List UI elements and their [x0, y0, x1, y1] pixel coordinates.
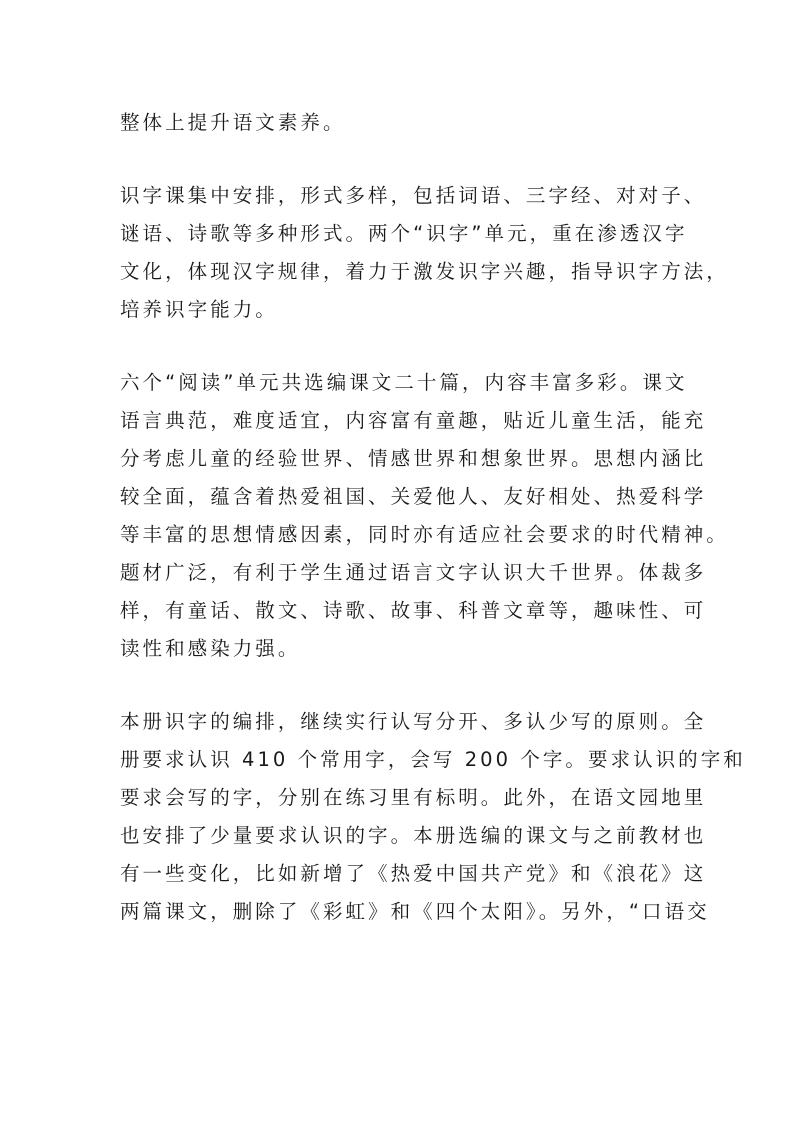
paragraph-3-line-5: 等丰富的思想情感因素，同时亦有适应社会要求的时代精神。 [120, 523, 729, 546]
paragraph-4-line-3: 要求会写的字，分别在练习里有标明。此外，在语文园地里 [120, 786, 707, 809]
paragraph-3-line-1: 六个“阅读”单元共选编课文二十篇，内容丰富多彩。课文 [120, 371, 688, 394]
paragraph-2-line-2: 谜语、诗歌等多种形式。两个“识字”单元，重在渗透汉字 [120, 222, 688, 245]
paragraph-2-line-4: 培养识字能力。 [120, 298, 278, 321]
paragraph-3-line-8: 读性和感染力强。 [120, 637, 301, 660]
paragraph-4-line-4: 也安排了少量要求认识的字。本册选编的课文与之前教材也 [120, 824, 707, 847]
paragraph-2-line-1: 识字课集中安排，形式多样，包括词语、三字经、对对子、 [120, 184, 707, 207]
paragraph-4-line-5: 有一些变化，比如新增了《热爱中国共产党》和《浪花》这 [120, 862, 707, 885]
paragraph-4-line-6: 两篇课文，删除了《彩虹》和《四个太阳》。另外，“口语交 [120, 900, 710, 923]
paragraph-3-line-3: 分考虑儿童的经验世界、情感世界和想象世界。思想内涵比 [120, 447, 707, 470]
paragraph-3-line-2: 语言典范，难度适宜，内容富有童趣，贴近儿童生活，能充 [120, 409, 707, 432]
paragraph-3-line-6: 题材广泛，有利于学生通过语言文字认识大千世界。体裁多 [120, 561, 707, 584]
paragraph-4-line-2: 册要求认识 410 个常用字，会写 200 个字。要求认识的字和 [120, 748, 746, 771]
paragraph-1-line-1: 整体上提升语文素养。 [120, 111, 346, 134]
paragraph-3-line-7: 样，有童话、散文、诗歌、故事、科普文章等，趣味性、可 [120, 599, 707, 622]
paragraph-2-line-3: 文化，体现汉字规律，着力于激发识字兴趣，指导识字方法， [120, 260, 729, 283]
paragraph-3-line-4: 较全面，蕴含着热爱祖国、关爱他人、友好相处、热爱科学 [120, 485, 707, 508]
paragraph-4-line-1: 本册识字的编排，继续实行认写分开、多认少写的原则。全 [120, 710, 707, 733]
